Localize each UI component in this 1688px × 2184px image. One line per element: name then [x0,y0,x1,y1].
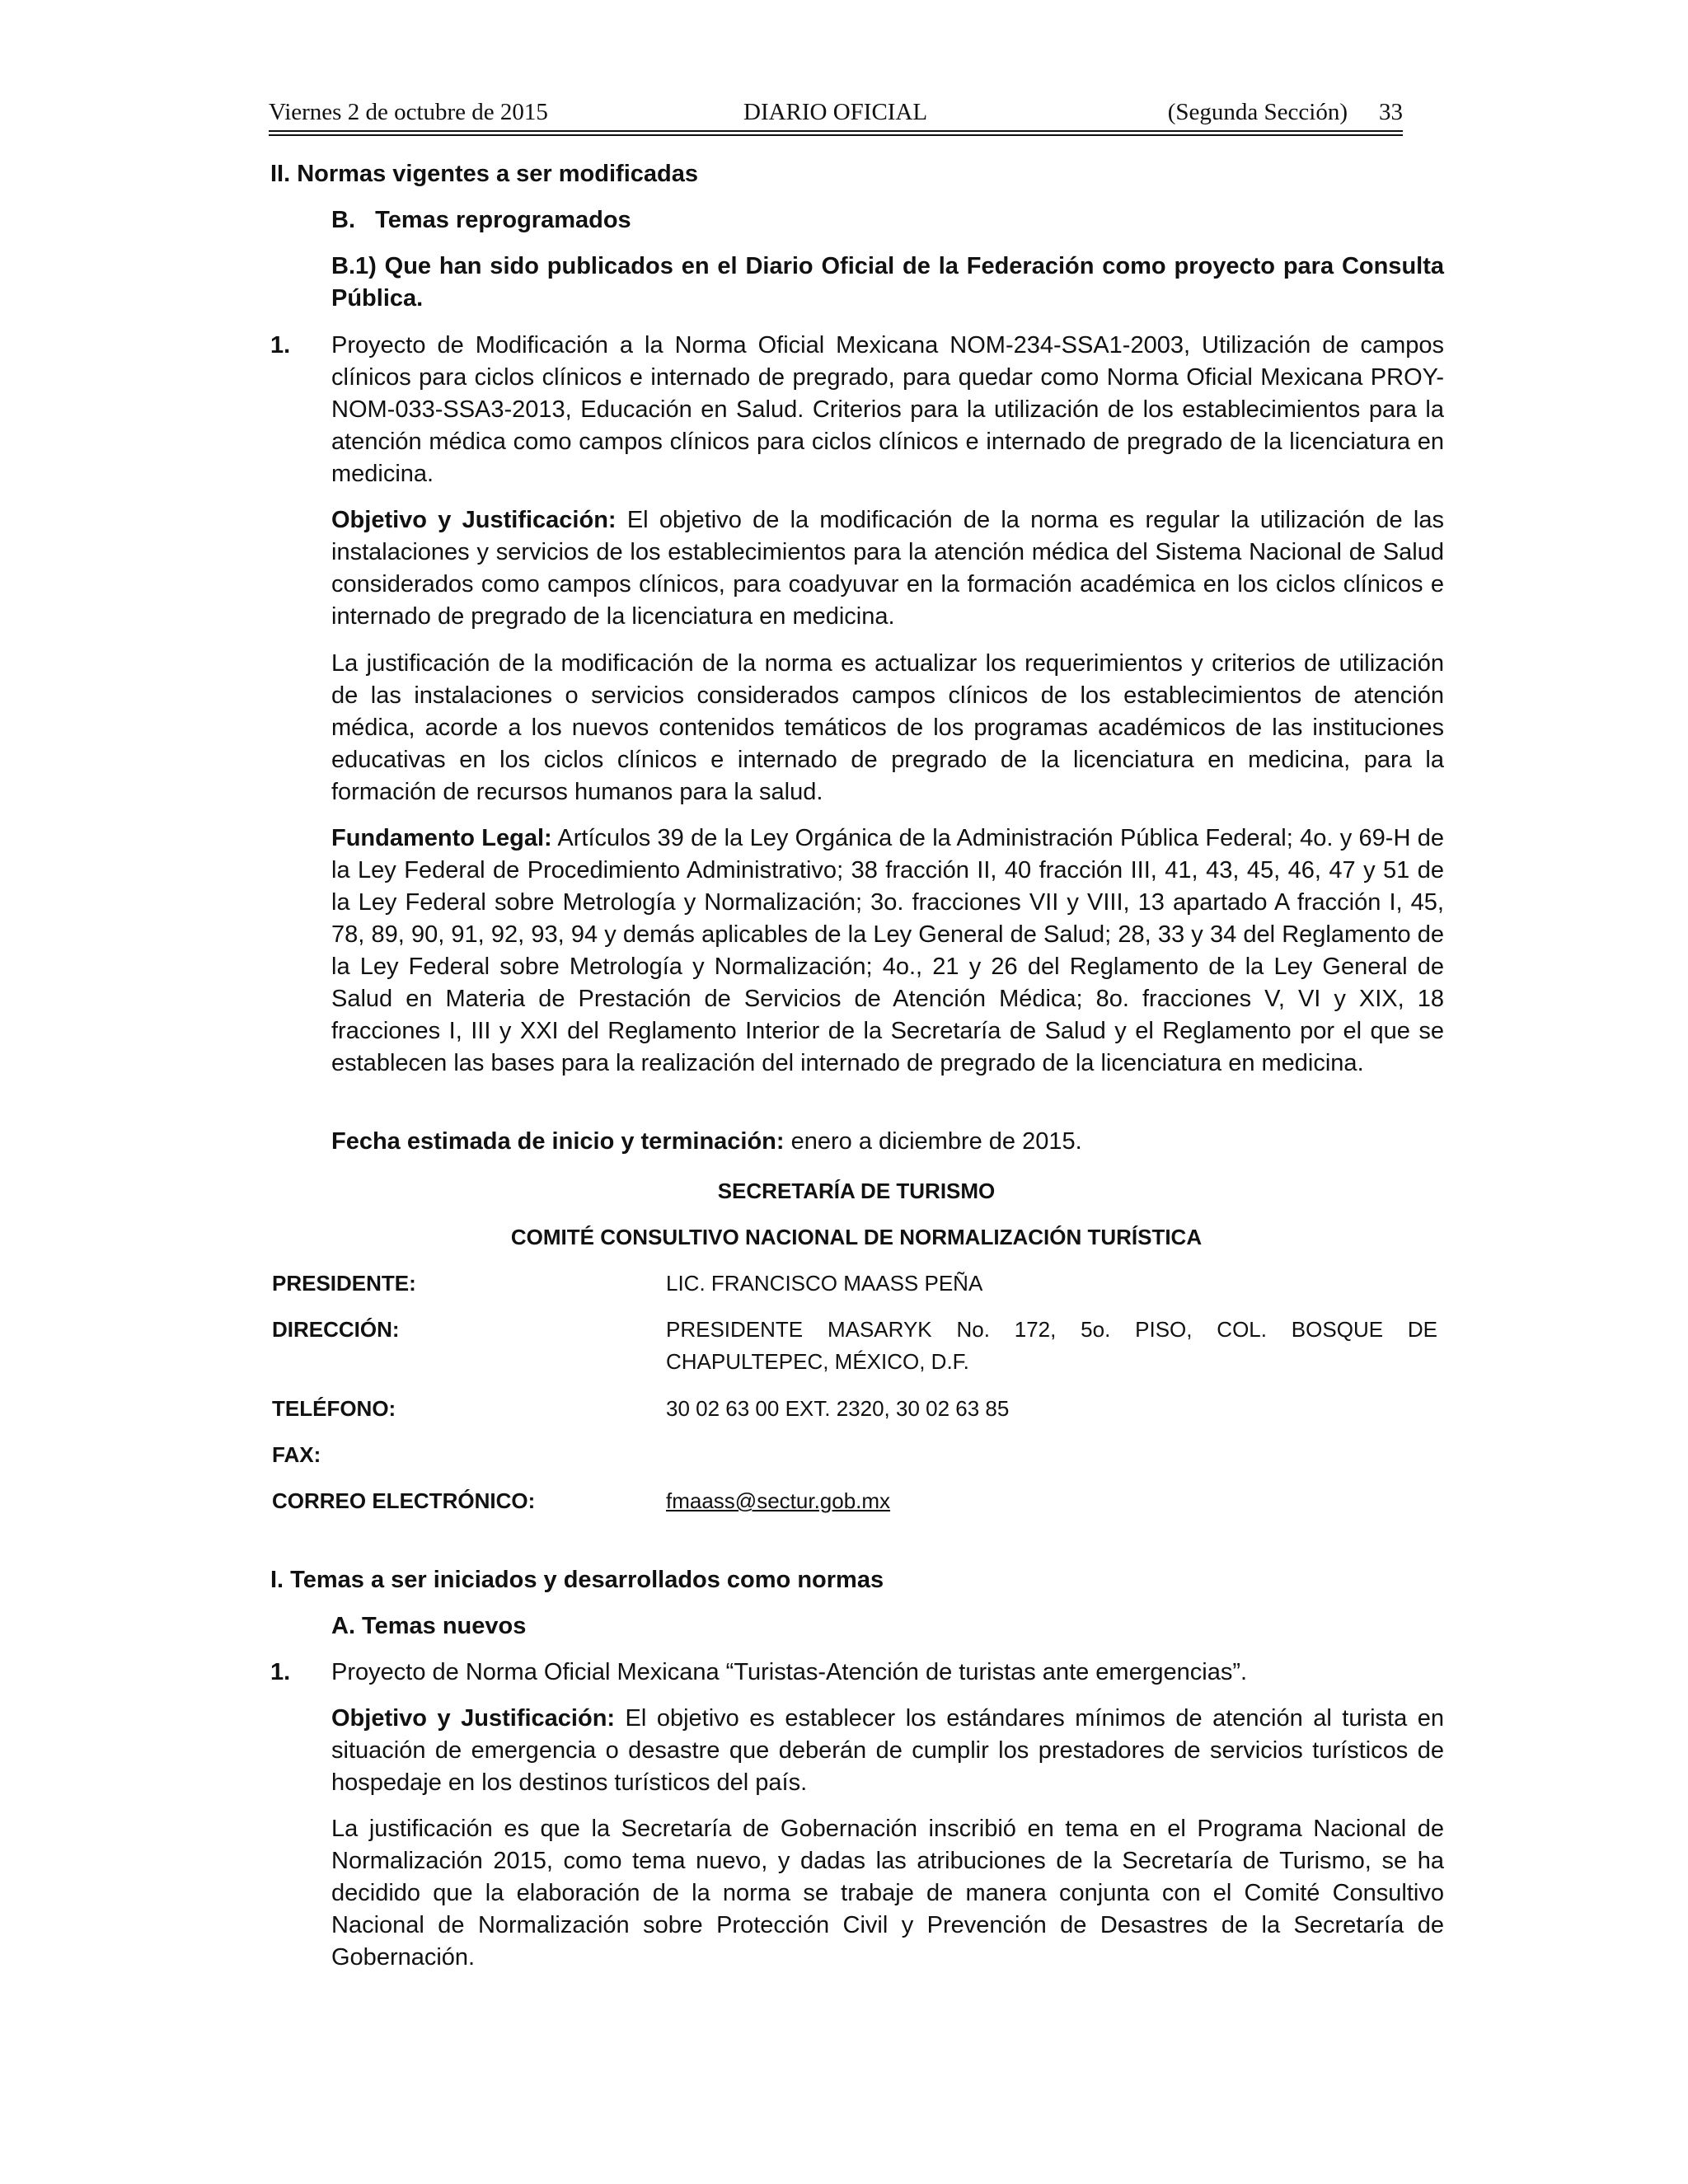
direccion-label: DIRECCIÓN: [272,1317,400,1342]
page-number: 33 [1379,99,1403,125]
telefono-value: 30 02 63 00 EXT. 2320, 30 02 63 85 [666,1396,1010,1421]
objetivo-text: El objetivo de la modificación de la norma es regular la utilización de las instalaciones y servicios de los establecimientos para la atención médica del Sistema Nacional de Salud considerados como campos clínicos, para coadyuvar en la formación académica en los ciclos clínicos e internado de pregrado de la licenciatura en medicina. [331,507,1444,630]
presidente-label: PRESIDENTE: [272,1271,416,1296]
section-heading-temas-iniciados: I. Temas a ser iniciados y desarrollados como normas [270,1567,884,1593]
fecha-label: Fecha estimada de inicio y terminación: [331,1128,785,1155]
objetivo-paragraph [331,504,1444,633]
item-text-turistas: Proyecto de Norma Oficial Mexicana “Turistas-Atención de turistas ante emergencias”. [331,1659,1248,1685]
item-number: 1. [270,332,291,359]
header-date: Viernes 2 de octubre de 2015 [269,99,548,125]
fecha-paragraph [331,1126,1444,1158]
fundamento-text: Artículos 39 de la Ley Orgánica de la Administración Pública Federal; 4o. y 69-H de la Ley Federal de Procedimiento Administrativo; 38 fracción II, 40 fracción III, 41, 43, 45, 46, 47 y 51 de la Ley Federal sobre Metrología y Normalización; 3o. fracciones VII y VIII, 13 apartado A fracción I, 45, 78, 89, 90, 91, 92, 93, 94 y demás aplicables de la Ley General de Salud; 28, 33 y 34 del Reglamento de la Ley Federal sobre Metrología y Normalización; 4o., 21 y 26 del Reglamento de la Ley General de Salud en Materia de Prestación de Servicios de Atención Médica; 8o. fracciones V, VI y XIX, 18 fracciones I, III y XXI del Reglamento Interior de la Secretaría de Salud y el Reglamento por el que se establecen las bases para la realización del internado de pregrado de la licenciatura en medicina. [331,825,1444,1076]
header-rule-top [269,130,1403,132]
email-link[interactable]: fmaass@sectur.gob.mx [666,1488,891,1513]
justificacion-paragraph: La justificación de la modificación de la norma es actualizar los requerimientos y criterios de utilización de las instalaciones o servicios considerados campos clínicos de los establecimientos de atención médica, acorde a los nuevos contenidos temáticos de los programas académicos de las instituciones educativas en los ciclos clínicos e internado de pregrado de la licenciatura en medicina, para la formación de recursos humanos para la salud. [331,650,1444,805]
fecha-text: enero a diciembre de 2015. [784,1128,1082,1155]
justificacion-paragraph-turistas: La justificación es que la Secretaría de Gobernación inscribió en tema en el Programa Nacional de Normalización 2015, como tema nuevo, y dadas las atribuciones de la Secretaría de Turismo, se ha decidido que la elaboración de la norma se trabaje de manera conjunta con el Comité Consultivo Nacional de Normalización sobre Protección Civil y Prevención de Desastres de la Secretaría de Gobernación. [331,1816,1444,1971]
committee-name: COMITÉ CONSULTIVO NACIONAL DE NORMALIZACIÓN TURÍSTICA [510,1225,1203,1249]
header-section-label: (Segunda Sección) [1167,99,1348,125]
header-rule-bottom [269,134,1403,136]
direccion-line1: PRESIDENTE MASARYK No. 172, 5o. PISO, COL. BOSQUE DE [666,1317,1437,1342]
direccion-line2: CHAPULTEPEC, MÉXICO, D.F. [666,1349,969,1374]
objetivo-paragraph-turistas [331,1703,1444,1799]
telefono-label: TELÉFONO: [272,1396,396,1421]
subheading-temas-reprogramados: B. Temas reprogramados [331,207,631,233]
item-number: 1. [270,1659,291,1685]
objetivo-label: Objetivo y Justificación: [331,1705,616,1732]
secretaria-name: SECRETARÍA DE TURISMO [717,1179,996,1203]
correo-label: CORREO ELECTRÓNICO: [272,1488,536,1513]
fax-label: FAX: [272,1442,321,1467]
page-header [269,94,1403,130]
header-section [1168,94,1403,130]
item-text-nom-234: Proyecto de Modificación a la Norma Oficial Mexicana NOM-234-SSA1-2003, Utilización de campos clínicos para ciclos clínicos e internado de pregrado, para quedar como Norma Oficial Mexicana PROY-NOM-033-SSA3-2013, Educación en Salud. Criterios para la utilización de los establecimientos para la atención médica como campos clínicos para ciclos clínicos e internado de pregrado de la licenciatura en medicina. [331,332,1444,487]
presidente-value: LIC. FRANCISCO MAASS PEÑA [666,1271,983,1296]
section-heading-normas-vigentes: II. Normas vigentes a ser modificadas [270,161,698,187]
subsubheading-b1: B.1) Que han sido publicados en el Diario Oficial de la Federación como proyecto para Consulta Pública. [331,253,1444,312]
objetivo-text: El objetivo es establecer los estándares mínimos de atención al turista en situación de emergencia o desastre que deberán de cumplir los prestadores de servicios turísticos de hospedaje en los destinos turísticos del país. [331,1705,1444,1796]
subheading-temas-nuevos: A. Temas nuevos [331,1613,527,1639]
fundamento-label: Fundamento Legal: [331,825,552,851]
objetivo-label: Objetivo y Justificación: [331,507,617,533]
header-title: DIARIO OFICIAL [743,99,928,125]
fundamento-paragraph [331,823,1444,1080]
